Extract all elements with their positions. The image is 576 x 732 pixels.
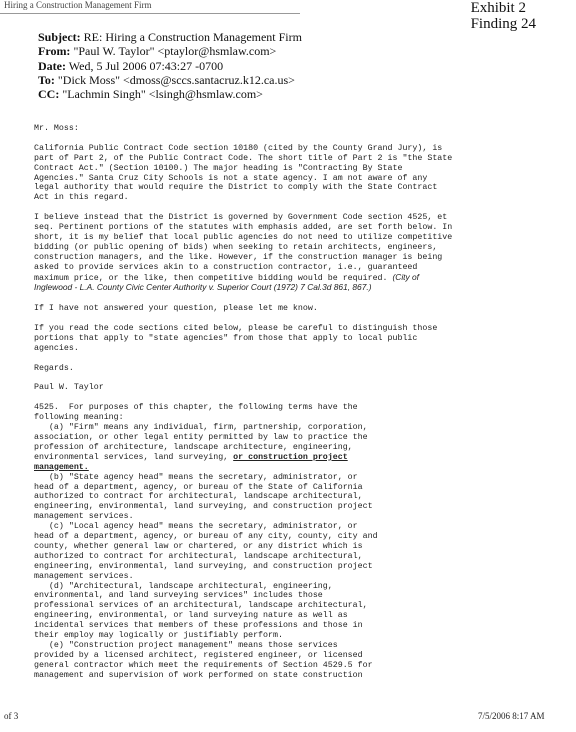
finding-number: Finding 24: [470, 16, 536, 32]
to-value: "Dick Moss" <dmoss@sccs.santacruz.k12.ca.us>: [57, 72, 295, 87]
cc-line: [38, 87, 302, 101]
statute-definition-c: (c) "Local agency head" means the secretary, administrator, or head of a department, agency, or bureau of any city, county, city and county, whether general law or chartered, or any district which is authorized to contract for architectural, landscape architectural, engineering, environmental, land surveying, and construction project management services.: [34, 522, 378, 581]
email-body: [34, 124, 544, 681]
exhibit-number: Exhibit 2: [470, 0, 526, 16]
print-timestamp: 7/5/2006 8:17 AM: [478, 711, 545, 721]
statute-a-text: (a) "Firm" means any individual, firm, partnership, corporation, association, or other legal entity permitted by law to practice the profession of architecture, landscape architecture, engineering, environmental services, land surveying,: [34, 423, 368, 462]
from-value: "Paul W. Taylor" <ptaylor@hsmlaw.com>: [73, 44, 277, 59]
date-label: Date:: [38, 58, 66, 73]
to-label: To:: [38, 72, 55, 87]
subject-label: Subject:: [38, 30, 81, 44]
email-header: [38, 30, 302, 101]
cc-label: CC:: [38, 87, 60, 102]
paragraph-question: If I have not answered your question, please let me know.: [34, 304, 318, 314]
paragraph-government-code-text: I believe instead that the District is governed by Government Code section 4525, et seq. Pertinent portions of the statutes with emphasis added, are set forth below. In short, it is my belief that local public agencies do not need to utilize competitive bidding (or public opening of bids) when seeking to retain architects, engineers, construction managers, and the like. However, if the construction manager is being asked to provide services akin to a construction contractor, i.e., guaranteed maximum price, or the like, then competitive bidding would be required.: [34, 213, 453, 283]
statute-definition-b: (b) "State agency head" means the secretary, administrator, or head of a department, agency, or bureau of the State of California authorized to contract for architectural, landscape architectural, engineering, environmental, land surveying, and construction project management services.: [34, 472, 373, 522]
header-rule: [0, 13, 300, 14]
signature: Paul W. Taylor: [34, 383, 104, 393]
to-line: [38, 73, 302, 87]
paragraph-public-contract-code: California Public Contract Code section 10180 (cited by the County Grand Jury), is part of Part 2, of the Public Contract Code. The short title of Part 2 is "the State Contract Act." (Section 10100.) The major heading is "Contracting By State Agencies." Santa Cruz City Schools is not a state agency. I am not aware of any legal authority that would require the District to comply with the State Contract Act in this regard.: [34, 143, 453, 203]
statute-definition-a: [34, 423, 544, 473]
paragraph-government-code: [34, 213, 544, 294]
case-citation: (City of Inglewood - L.A. County Civic Center Authority v. Superior Court (1972) 7 Cal.3d 861, 867.): [34, 271, 420, 293]
from-line: [38, 44, 302, 58]
statute-definition-e: (e) "Construction project management" means those services provided by a licensed architect, registered engineer, or licensed general contractor which meet the requirements of Section 4529.5 for management and supervision of work performed on state construction: [34, 641, 373, 680]
statute-definition-d: (d) "Architectural, landscape architectural, engineering, environmental, and land surveying services" includes those professional services of an architectural, landscape architectural, engineering, environmental, or land surveying nature as well as incidental services that members of these professions and those in their employ may logically or justifiably perform.: [34, 581, 368, 641]
page-count: of 3: [4, 711, 19, 721]
from-label: From:: [38, 44, 71, 59]
paragraph-caution: If you read the code sections cited below, please be careful to distinguish those portions that apply to "state agencies" from those that apply to local public agencies.: [34, 324, 438, 353]
subject-value: RE: Hiring a Construction Management Firm: [83, 30, 302, 44]
salutation: Mr. Moss:: [34, 124, 79, 133]
statute-a-emphasis: or construction project management.: [34, 452, 348, 472]
header-fragment: Hiring a Construction Management Firm: [4, 0, 152, 10]
closing: Regards.: [34, 363, 74, 373]
subject-line: [38, 30, 302, 44]
statute-intro: 4525. For purposes of this chapter, the following terms have the following meaning:: [34, 403, 358, 423]
date-value: Wed, 5 Jul 2006 07:43:27 -0700: [68, 58, 224, 73]
cc-value: "Lachmin Singh" <lsingh@hsmlaw.com>: [62, 87, 263, 102]
exhibit-label: [471, 0, 536, 32]
date-line: [38, 59, 302, 73]
